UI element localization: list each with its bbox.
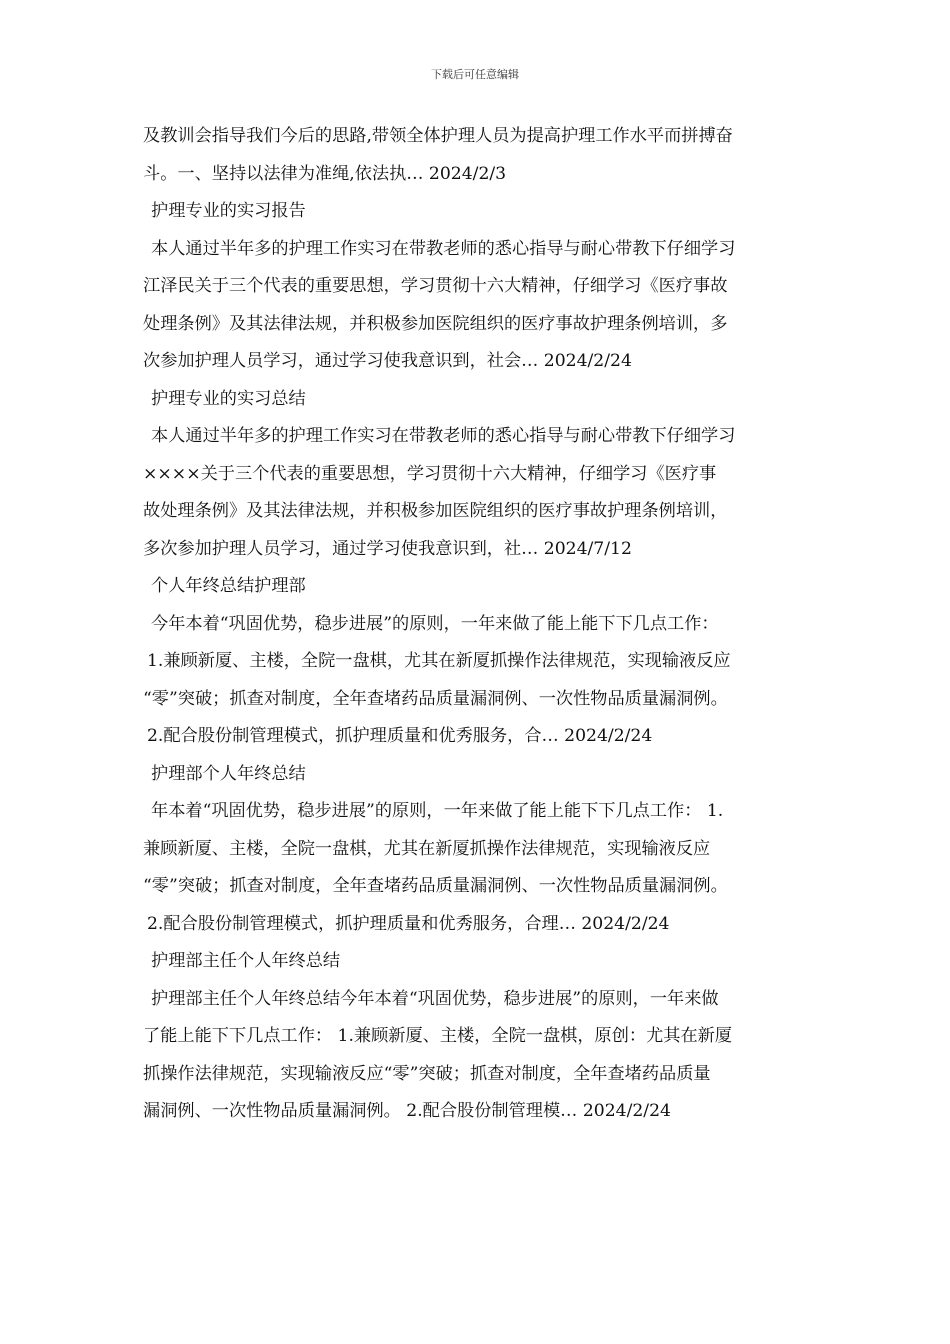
text-line: 护理专业的实习报告 — [151, 201, 306, 221]
text-line: “零”突破；抓查对制度，全年查堵药品质量漏洞例、一次性物品质量漏洞例。 — [143, 876, 728, 896]
document-body — [143, 118, 823, 1131]
text-line: 斗。一、坚持以法律为准绳,依法执… 2024/2/3 — [143, 163, 507, 184]
text-line: 个人年终总结护理部 — [151, 576, 306, 596]
text-line: 护理专业的实习总结 — [151, 388, 306, 409]
text-line: 本人通过半年多的护理工作实习在带教老师的悉心指导与耐心带教下仔细学习 — [151, 426, 736, 446]
text-line: 本人通过半年多的护理工作实习在带教老师的悉心指导与耐心带教下仔细学习 — [151, 238, 736, 259]
text-line: “零”突破；抓查对制度，全年查堵药品质量漏洞例、一次性物品质量漏洞例。 — [143, 688, 728, 709]
text-line: 兼顾新厦、主楼，全院一盘棋，尤其在新厦抓操作法律规范，实现输液反应 — [143, 838, 711, 859]
text-line: 2.配合股份制管理模式，抓护理质量和优秀服务，合理… 2024/2/24 — [147, 913, 670, 934]
text-line: 了能上能下下几点工作： 1.兼顾新厦、主楼，全院一盘棋，原创：尤其在新厦 — [143, 1026, 733, 1046]
text-line: 抓操作法律规范，实现输液反应“零”突破；抓查对制度，全年查堵药品质量 — [143, 1063, 711, 1084]
page-header: 下载后可任意编辑 — [431, 68, 519, 81]
text-line: 及教训会指导我们今后的思路,带领全体护理人员为提高护理工作水平而拼搏奋 — [143, 126, 733, 146]
text-line: 处理条例》及其法律法规，并积极参加医院组织的医疗事故护理条例培训，多 — [143, 313, 728, 334]
text-line: 次参加护理人员学习，通过学习使我意识到，社会… 2024/2/24 — [143, 351, 632, 371]
text-line: 2.配合股份制管理模式，抓护理质量和优秀服务，合… 2024/2/24 — [147, 726, 653, 746]
text-line: 今年本着“巩固优势，稳步进展”的原则，一年来做了能上能下下几点工作： — [151, 613, 719, 634]
text-line: ××××关于三个代表的重要思想，学习贯彻十六大精神，仔细学习《医疗事 — [143, 463, 717, 484]
text-line: 多次参加护理人员学习，通过学习使我意识到，社… 2024/7/12 — [143, 538, 632, 559]
text-line: 1.兼顾新厦、主楼，全院一盘棋，尤其在新厦抓操作法律规范，实现输液反应 — [147, 651, 731, 671]
text-line: 故处理条例》及其法律法规，并积极参加医院组织的医疗事故护理条例培训， — [143, 501, 728, 521]
text-line: 漏洞例、一次性物品质量漏洞例。 2.配合股份制管理模… 2024/2/24 — [143, 1101, 671, 1121]
text-line: 江泽民关于三个代表的重要思想，学习贯彻十六大精神，仔细学习《医疗事故 — [143, 276, 728, 296]
text-line: 护理部主任个人年终总结今年本着“巩固优势，稳步进展”的原则，一年来做 — [151, 988, 719, 1009]
text-line: 护理部主任个人年终总结 — [151, 951, 341, 971]
text-line: 年本着“巩固优势，稳步进展”的原则，一年来做了能上能下下几点工作： 1. — [151, 801, 724, 821]
text-line: 护理部个人年终总结 — [151, 763, 306, 784]
